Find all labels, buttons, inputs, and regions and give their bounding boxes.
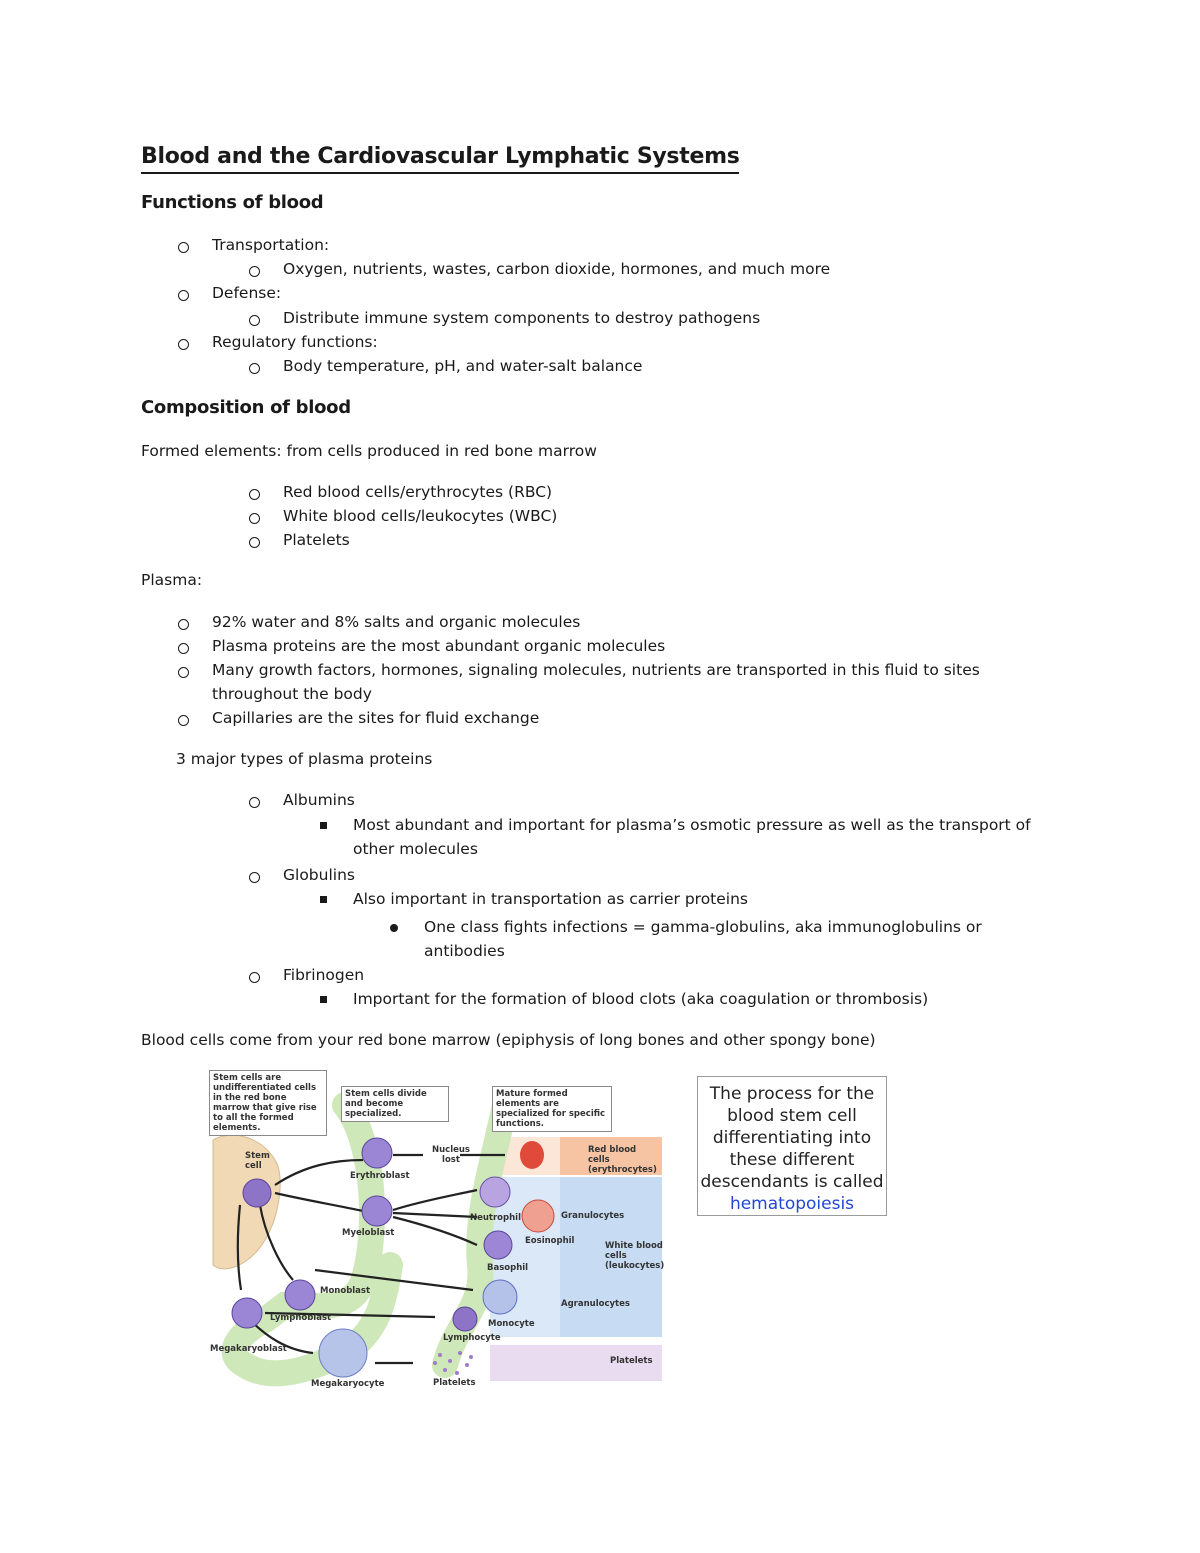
bullet-circle bbox=[249, 537, 260, 548]
basophil-label: Basophil bbox=[487, 1263, 529, 1273]
neutrophil-label: Neutrophil bbox=[470, 1213, 521, 1223]
bullet-circle bbox=[249, 266, 260, 277]
eosinophil-label: Eosinophil bbox=[525, 1236, 575, 1246]
list-item: Most abundant and important for plasma’s osmotic pressure as well as the transport of other molecules bbox=[353, 816, 1031, 858]
mature-elements-note: Mature formed elements are specialized for specific functions. bbox=[492, 1086, 612, 1132]
rbc-band-label: Red blood cells (erythrocytes) bbox=[588, 1145, 657, 1175]
stem-cell-label: Stem cell bbox=[245, 1151, 270, 1171]
list-item: Regulatory functions: bbox=[212, 333, 378, 351]
wbc-band-label: White blood cells (leukocytes) bbox=[605, 1241, 665, 1271]
bullet-circle bbox=[178, 242, 189, 253]
basophil-cell bbox=[484, 1231, 512, 1259]
megakaryocyte-label: Megakaryocyte bbox=[311, 1379, 385, 1389]
granulocytes-label: Granulocytes bbox=[561, 1211, 625, 1221]
page-title: Blood and the Cardiovascular Lymphatic Systems bbox=[141, 143, 739, 174]
neutrophil-cell bbox=[480, 1177, 510, 1207]
functions-heading: Functions of blood bbox=[141, 192, 324, 213]
lymphoblast-label: Lymphoblast bbox=[270, 1313, 332, 1323]
list-item: White blood cells/leukocytes (WBC) bbox=[283, 507, 558, 525]
composition-heading: Composition of blood bbox=[141, 397, 351, 418]
bullet-square bbox=[320, 896, 327, 903]
list-item: Plasma proteins are the most abundant organic molecules bbox=[212, 637, 666, 655]
list-item: 92% water and 8% salts and organic molecules bbox=[212, 613, 581, 631]
lymphocyte-cell bbox=[453, 1307, 477, 1331]
bullet-square bbox=[320, 996, 327, 1003]
bullet-square bbox=[320, 822, 327, 829]
list-item: Albumins bbox=[283, 791, 355, 809]
list-item: Red blood cells/erythrocytes (RBC) bbox=[283, 483, 553, 501]
bullet-circle bbox=[249, 972, 260, 983]
formed-elements-intro: Formed elements: from cells produced in red bone marrow bbox=[141, 442, 597, 460]
agranulocytes-label: Agranulocytes bbox=[561, 1299, 630, 1309]
hematopoiesis-callout bbox=[697, 1076, 887, 1216]
list-item: Important for the formation of blood clots (aka coagulation or thrombosis) bbox=[353, 990, 929, 1008]
arrow bbox=[393, 1217, 477, 1245]
monoblast-label: Monoblast bbox=[320, 1286, 371, 1296]
bullet-circle bbox=[178, 643, 189, 654]
bullet-circle bbox=[178, 339, 189, 350]
bullet-circle bbox=[178, 290, 189, 301]
arrow bbox=[275, 1193, 363, 1211]
erythroblast-label: Erythroblast bbox=[350, 1171, 410, 1181]
list-item: Capillaries are the sites for fluid exchange bbox=[212, 709, 540, 727]
list-item: Distribute immune system components to destroy pathogens bbox=[283, 309, 761, 327]
list-item: Transportation: bbox=[212, 236, 330, 254]
lymphocyte-label: Lymphocyte bbox=[443, 1333, 501, 1343]
stem-cells-note: Stem cells are undifferentiated cells in the red bone marrow that give rise to all the formed elements. bbox=[209, 1070, 327, 1136]
lymphoblast-cell bbox=[232, 1298, 262, 1328]
list-item: Globulins bbox=[283, 866, 355, 884]
bullet-circle bbox=[249, 513, 260, 524]
nucleus-lost-label: Nucleus lost bbox=[432, 1145, 470, 1165]
eosinophil-cell bbox=[522, 1200, 554, 1232]
bullet-circle bbox=[249, 363, 260, 374]
monoblast-cell bbox=[285, 1280, 315, 1310]
stem-cells-divide-note: Stem cells divide and become specialized. bbox=[341, 1086, 449, 1122]
list-item: Also important in transportation as carrier proteins bbox=[353, 890, 749, 908]
list-item: Platelets bbox=[283, 531, 350, 549]
megakaryoblast-label: Megakaryoblast bbox=[210, 1344, 287, 1354]
proteins-intro: 3 major types of plasma proteins bbox=[176, 750, 433, 768]
list-item: Body temperature, pH, and water-salt balance bbox=[283, 357, 643, 375]
stem-cell bbox=[243, 1179, 271, 1207]
callout-text: The process for the blood stem cell differentiating into these different descendants is called bbox=[700, 1084, 884, 1192]
bullet-dot bbox=[390, 924, 398, 932]
myeloblast-cell bbox=[362, 1196, 392, 1226]
myeloblast-label: Myeloblast bbox=[342, 1228, 395, 1238]
monocyte-label: Monocyte bbox=[488, 1319, 535, 1329]
list-item: Oxygen, nutrients, wastes, carbon dioxide, hormones, and much more bbox=[283, 260, 831, 278]
red-blood-cell bbox=[520, 1141, 544, 1169]
platelets-band-label: Platelets bbox=[610, 1356, 653, 1366]
bullet-circle bbox=[249, 872, 260, 883]
list-item: Many growth factors, hormones, signaling molecules, nutrients are transported in this fluid to sites throughout the body bbox=[212, 661, 980, 703]
hematopoiesis-figure bbox=[205, 1065, 670, 1395]
blood-origin-text: Blood cells come from your red bone marrow (epiphysis of long bones and other spongy bone) bbox=[141, 1031, 876, 1049]
arrow bbox=[393, 1190, 477, 1210]
bullet-circle bbox=[249, 489, 260, 500]
bullet-circle bbox=[178, 715, 189, 726]
plasma-label: Plasma: bbox=[141, 571, 203, 589]
list-item: One class fights infections = gamma-globulins, aka immunoglobulins or antibodies bbox=[424, 918, 982, 960]
platelets-cell-label: Platelets bbox=[433, 1378, 476, 1388]
bullet-circle bbox=[178, 667, 189, 678]
bullet-circle bbox=[178, 619, 189, 630]
bullet-circle bbox=[249, 797, 260, 808]
erythroblast-cell bbox=[362, 1138, 392, 1168]
callout-highlight: hematopoiesis bbox=[729, 1194, 855, 1214]
monocyte-cell bbox=[483, 1280, 517, 1314]
list-item: Defense: bbox=[212, 284, 282, 302]
bullet-circle bbox=[249, 315, 260, 326]
list-item: Fibrinogen bbox=[283, 966, 365, 984]
megakaryocyte-cell bbox=[319, 1329, 367, 1377]
arrow bbox=[393, 1213, 477, 1217]
